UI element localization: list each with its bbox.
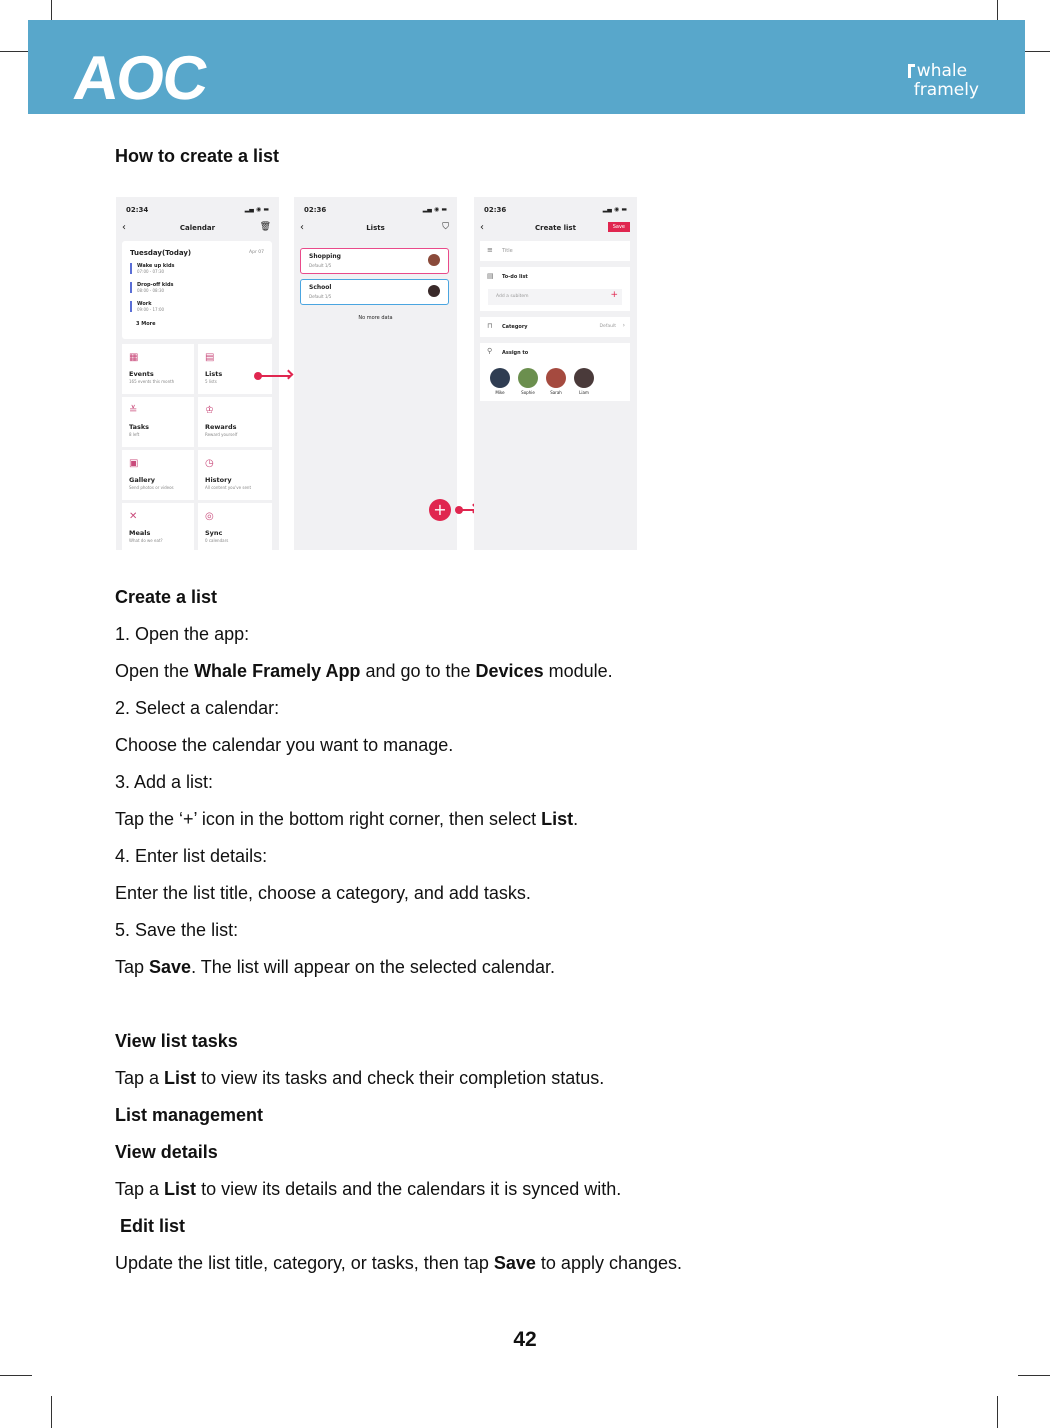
- edit-list-heading: Edit list: [120, 1216, 186, 1236]
- calendar-icon: ▦: [129, 352, 139, 363]
- crop-mark: [0, 1375, 32, 1376]
- back-icon[interactable]: ‹: [480, 222, 484, 233]
- step-1-text: Open the Whale Framely App and go to the Devices module.: [115, 661, 613, 681]
- create-list-heading: Create a list: [115, 587, 218, 607]
- lists-screen: [294, 197, 457, 550]
- screen-title: Calendar: [179, 224, 216, 232]
- back-icon[interactable]: ‹: [122, 222, 126, 233]
- status-icons: ▂▄ ◉ ▬: [602, 206, 627, 213]
- list-card[interactable]: School Default 1/5: [300, 279, 449, 305]
- status-time: 02:34: [126, 206, 149, 214]
- history-icon: ◷: [205, 458, 214, 469]
- tile-meals[interactable]: ✕ Meals What do we eat?: [122, 503, 194, 550]
- chevron-right-icon: ›: [622, 322, 625, 329]
- step-5-text: Tap Save. The list will appear on the selected calendar.: [115, 957, 555, 977]
- tile-tasks[interactable]: ≚ Tasks 8 left: [122, 397, 194, 447]
- step-4-text: Enter the list title, choose a category, and add tasks.: [115, 883, 531, 903]
- todo-section: ▤ To-do list Add a subitem +: [480, 267, 630, 311]
- tile-gallery[interactable]: ▣ Gallery Send photos or videos: [122, 450, 194, 500]
- tasks-icon: ≚: [129, 405, 138, 416]
- whale-logo-icon: [908, 64, 915, 78]
- avatar-sophie[interactable]: [518, 368, 538, 388]
- category-icon: ⊓: [487, 322, 493, 330]
- step-3-title: 3. Add a list:: [115, 772, 214, 792]
- title-field[interactable]: ≡ Title: [480, 241, 630, 261]
- add-subitem-icon[interactable]: +: [610, 290, 618, 300]
- category-field[interactable]: ⊓ Category Default ›: [480, 317, 630, 337]
- empty-state: No more data: [358, 315, 393, 321]
- flow-arrow: [461, 509, 475, 511]
- view-details-heading: View details: [115, 1142, 218, 1162]
- more-events[interactable]: 3 More: [136, 321, 156, 327]
- tile-events[interactable]: ▦ Events 165 events this month: [122, 344, 194, 394]
- avatar-liam[interactable]: [574, 368, 594, 388]
- step-2-text: Choose the calendar you want to manage.: [115, 735, 454, 755]
- status-time: 02:36: [304, 206, 327, 214]
- whale-framely-logo: whale framely: [906, 62, 979, 100]
- view-tasks-heading: View list tasks: [115, 1031, 238, 1051]
- view-tasks-text: Tap a List to view its tasks and check their completion status.: [115, 1068, 605, 1088]
- today-card[interactable]: [122, 241, 272, 339]
- step-5-title: 5. Save the list:: [115, 920, 239, 940]
- status-icons: ▂▄ ◉ ▬: [422, 206, 447, 213]
- aoc-logo: AOC: [70, 44, 210, 113]
- list-card[interactable]: Shopping Default 1/5: [300, 248, 449, 274]
- view-details-text: Tap a List to view its details and the calendars it is synced with.: [115, 1179, 622, 1199]
- subitem-input[interactable]: Add a subitem +: [488, 289, 622, 305]
- edit-list-text: Update the list title, category, or tasks, then tap Save to apply changes.: [115, 1253, 683, 1273]
- rewards-icon: ♔: [205, 405, 214, 416]
- tile-lists[interactable]: ▤ Lists 5 lists: [198, 344, 272, 394]
- avatar: [428, 254, 440, 266]
- tile-history[interactable]: ◷ History All content you've sent: [198, 450, 272, 500]
- avatar-sarah[interactable]: [546, 368, 566, 388]
- avatar: [428, 285, 440, 297]
- todo-icon: ▤: [487, 272, 494, 280]
- event-item[interactable]: Drop-off kids 08:00 - 08:30: [130, 282, 174, 293]
- gallery-icon: ▣: [129, 458, 139, 469]
- step-2-title: 2. Select a calendar:: [115, 698, 280, 718]
- tile-sync[interactable]: ◎ Sync 0 calendars: [198, 503, 272, 550]
- page-number: 42: [513, 1328, 537, 1351]
- list-management-heading: List management: [115, 1105, 264, 1125]
- save-button[interactable]: Save: [608, 222, 630, 232]
- avatar-mike[interactable]: [490, 368, 510, 388]
- assign-icon: ⚲: [487, 347, 493, 355]
- tile-rewards[interactable]: ♔ Rewards Reward yourself: [198, 397, 272, 447]
- meals-icon: ✕: [129, 511, 138, 522]
- section-title: How to create a list: [115, 146, 280, 166]
- add-button[interactable]: +: [429, 499, 451, 521]
- header-banner: [28, 20, 1025, 114]
- screen-title: Lists: [366, 224, 385, 232]
- assign-section: ⚲ Assign to Mike Sophie Sarah Liam: [480, 343, 630, 401]
- crop-mark: [51, 1396, 52, 1428]
- sync-icon: ◎: [205, 511, 214, 522]
- today-date: Apr 07: [249, 250, 264, 255]
- screen-title: Create list: [535, 224, 576, 232]
- crop-mark: [1018, 1375, 1050, 1376]
- crop-mark: [997, 1396, 998, 1428]
- step-1-title: 1. Open the app:: [115, 624, 250, 644]
- trash-icon[interactable]: 🗑: [259, 222, 271, 232]
- event-item[interactable]: Wake up kids 07:00 - 07:30: [130, 263, 175, 274]
- title-icon: ≡: [487, 246, 493, 254]
- flow-arrow: [260, 375, 290, 377]
- step-4-title: 4. Enter list details:: [115, 846, 268, 866]
- list-icon: ▤: [205, 352, 215, 363]
- step-3-text: Tap the ‘+’ icon in the bottom right corner, then select List.: [115, 809, 579, 829]
- today-label: Tuesday(Today): [130, 249, 192, 257]
- create-list-screen: [474, 197, 637, 550]
- status-icons: ▂▄ ◉ ▬: [244, 206, 269, 213]
- filter-icon[interactable]: ⛉: [442, 222, 449, 232]
- back-icon[interactable]: ‹: [300, 222, 304, 233]
- event-item[interactable]: Work 09:00 - 17:00: [130, 301, 164, 312]
- status-time: 02:36: [484, 206, 507, 214]
